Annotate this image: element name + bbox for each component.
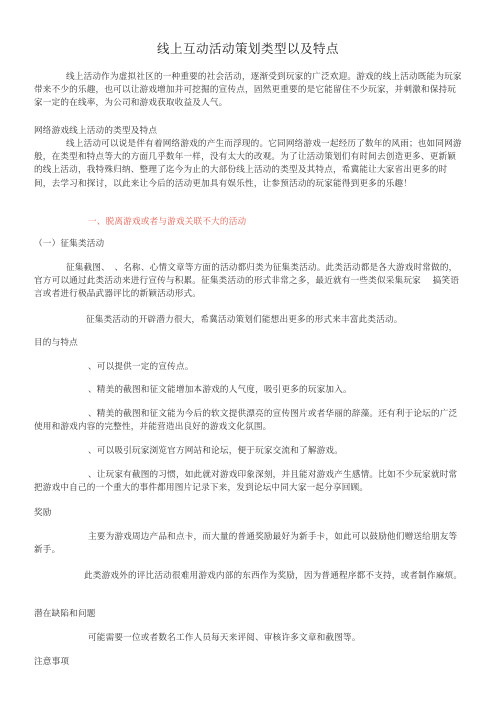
purpose-item-4: 、可以吸引玩家浏览官方网站和论坛，便于玩家交流和了解游戏。 <box>88 446 344 456</box>
collect-paragraph: 征集截图、 、名称、心情文章等方面的活动都归类为征集类活动。此类活动都是各大游戏时常做的，官方可以通过此类活动来进行宣传与积累。征集类活动的形式非常之多，最近就有一些类似采集玩家 搞笑语言或者进行极品武器评比的新颖活动形式。 <box>34 263 460 300</box>
red-section-heading: 一、脱离游戏或者与游戏关联不大的活动 <box>88 217 247 227</box>
problem-heading: 潜在缺陷和问题 <box>34 609 96 619</box>
document-title: 线上互动活动策划类型以及特点 <box>156 41 339 56</box>
reward-heading: 奖励 <box>34 508 52 518</box>
section-body-paragraph: 线上活动可以说是伴有着网络游戏的产生而浮现的。它同网络游戏一起经历了数年的风雨；也如同网游般，在类型和特点等大的方面几乎数年一样，没有太大的改观。为了让活动策划们有时间去创造更多、更新颖的线上活动，我特殊归纳、整理了迄今为止的大部份线上活动的类型及其特点，希冀能让大家省出更多的时间，去学习和探讨，以此来让今后的活动更加具有娱乐性，让参预活动的玩家能得到更多的乐趣！ <box>34 139 462 189</box>
purpose-heading: 目的与特点 <box>34 338 78 348</box>
potential-paragraph: 征集类活动的开辟潜力很大，希冀活动策划们能想出更多的形式来丰富此类活动。 <box>86 315 403 325</box>
reward-paragraph-2: 此类游戏外的评比活动很难用游戏内部的东西作为奖励，因为普通程序都不支持，或者制作麻烦。 <box>84 571 463 581</box>
problem-paragraph-1: 可能需要一位或者数名工作人员每天来评阅、审核许多文章和截图等。 <box>88 633 361 643</box>
purpose-item-5: 、让玩家有截图的习惯，如此就对游戏印象深刻，并且能对游戏产生感情。比如不少玩家就时常把游戏中自己的一个重大的事件都用图片记录下来，发到论坛中同大家一起分享回顾。 <box>34 470 458 494</box>
purpose-item-1: 、可以提供一定的宣传点。 <box>88 362 194 372</box>
intro-paragraph: 线上活动作为虚拟社区的一种重要的社会活动，逐渐受到玩家的广泛欢迎。游戏的线上活动既能为玩家带来不少的乐趣，也可以让游戏增加并可挖掘的宣传点，固然更重要的是它能留住不少玩家，并刺激和保持玩家一定的在线率，为公司和游戏获取收益及人气。 <box>34 72 462 109</box>
notes-heading: 注意事项 <box>34 657 70 667</box>
purpose-item-3: 、精美的截图和征文能为今后的软文提供漂亮的宣传图片或者华丽的辞藻。还有利于论坛的广泛使用和游戏内容的完整性，并能营造出良好的游戏文化氛围。 <box>34 409 458 433</box>
section-heading: 网络游戏线上活动的类型及特点 <box>34 126 158 136</box>
sub-heading-collect: （一）征集类活动 <box>34 239 105 249</box>
purpose-item-2: 、精美的截图和征文能增加本游戏的人气度，吸引更多的玩家加入。 <box>88 385 352 395</box>
reward-paragraph-1: 主要为游戏周边产品和点卡，而大量的普通奖励最好为新手卡，如此可以鼓励他们赠送给朋友等新手。 <box>34 532 458 556</box>
